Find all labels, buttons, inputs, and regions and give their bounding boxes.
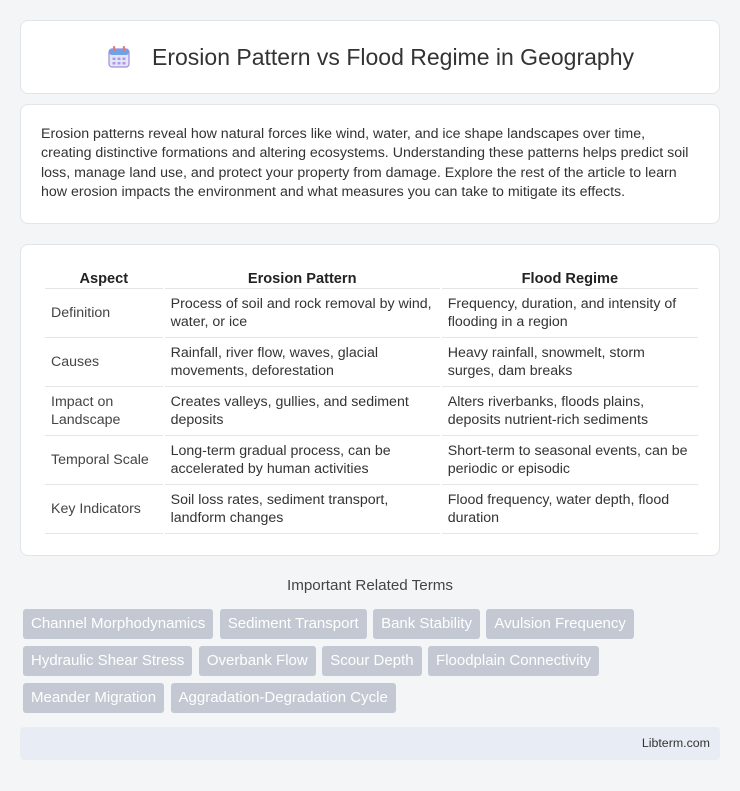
table-cell-flood: Flood frequency, water depth, flood duration (442, 485, 698, 534)
related-term-tag[interactable]: Meander Migration (23, 683, 164, 713)
table-cell-flood: Frequency, duration, and intensity of flooding in a region (442, 289, 698, 338)
related-term-tag[interactable]: Overbank Flow (199, 646, 316, 676)
column-header-aspect: Aspect (45, 265, 163, 289)
table-row (45, 485, 698, 534)
related-term-tag[interactable]: Floodplain Connectivity (428, 646, 599, 676)
table-cell-erosion: Creates valleys, gullies, and sediment deposits (165, 387, 440, 436)
table-row (45, 289, 698, 338)
related-term-tag[interactable]: Scour Depth (322, 646, 421, 676)
calendar-icon (106, 44, 132, 70)
table-cell-erosion: Soil loss rates, sediment transport, landform changes (165, 485, 440, 534)
related-term-tag[interactable]: Aggradation-Degradation Cycle (171, 683, 396, 713)
page-title: Erosion Pattern vs Flood Regime in Geography (152, 43, 634, 70)
comparison-table-card (20, 244, 720, 556)
table-cell-aspect: Definition (45, 289, 163, 338)
table-cell-aspect: Impact on Landscape (45, 387, 163, 436)
footer-site-link[interactable]: Libterm.com (641, 736, 710, 750)
table-cell-aspect: Temporal Scale (45, 436, 163, 485)
table-cell-flood: Heavy rainfall, snowmelt, storm surges, dam breaks (442, 338, 698, 387)
related-term-tag[interactable]: Sediment Transport (220, 609, 367, 639)
table-row (45, 436, 698, 485)
related-term-tag[interactable]: Bank Stability (373, 609, 480, 639)
comparison-table (43, 265, 700, 534)
table-cell-aspect: Key Indicators (45, 485, 163, 534)
related-term-tag[interactable]: Avulsion Frequency (486, 609, 633, 639)
intro-text: Erosion patterns reveal how natural forces like wind, water, and ice shape landscapes over time, creating distinctive formations and altering ecosystems. Understanding these patterns helps predict soil loss, manage land use, and protect your property from damage. Explore the rest of the article to learn how erosion impacts the environment and what measures you can take to mitigate its effects. (41, 126, 689, 200)
related-term-tag[interactable]: Channel Morphodynamics (23, 609, 213, 639)
related-terms-list (23, 609, 723, 720)
table-header-row (45, 265, 698, 289)
table-cell-flood: Alters riverbanks, floods plains, deposits nutrient-rich sediments (442, 387, 698, 436)
intro-card (20, 104, 720, 224)
footer (20, 727, 720, 760)
table-cell-erosion: Rainfall, river flow, waves, glacial movements, deforestation (165, 338, 440, 387)
column-header-erosion-pattern: Erosion Pattern (165, 265, 440, 289)
related-terms-title: Important Related Terms (286, 577, 453, 594)
table-cell-flood: Short-term to seasonal events, can be periodic or episodic (442, 436, 698, 485)
table-row (45, 338, 698, 387)
related-term-tag[interactable]: Hydraulic Shear Stress (23, 646, 192, 676)
table-row (45, 387, 698, 436)
table-cell-aspect: Causes (45, 338, 163, 387)
table-cell-erosion: Process of soil and rock removal by wind, water, or ice (165, 289, 440, 338)
table-cell-erosion: Long-term gradual process, can be accelerated by human activities (165, 436, 440, 485)
title-card (20, 20, 720, 94)
column-header-flood-regime: Flood Regime (442, 265, 698, 289)
